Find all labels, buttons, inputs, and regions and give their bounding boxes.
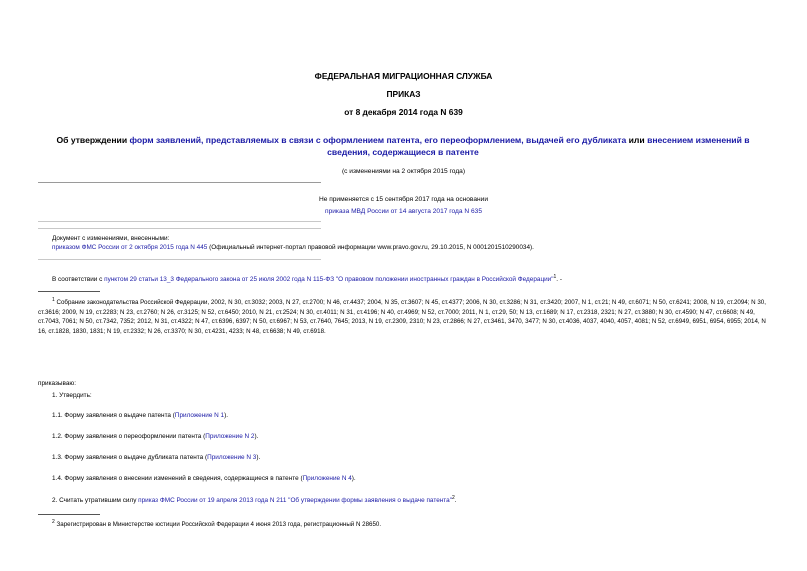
divider: [38, 182, 321, 183]
title-link-forms[interactable]: форм заявлений, представляемых в связи с оформлением патента, его переоформлением, выдачей его дубликата: [129, 135, 627, 145]
preamble: [52, 273, 562, 284]
footnote-rule: [38, 291, 100, 292]
title-text-2: или: [626, 135, 648, 145]
order-item-1-1: [52, 411, 228, 420]
item-2-text: 2. Считать утратившим силу: [52, 497, 139, 505]
divider: [38, 259, 321, 260]
status-link-wrap: [0, 208, 807, 215]
appendix-1-link[interactable]: Приложение N 1: [174, 412, 225, 419]
preamble-text-1: В соответствии с: [52, 276, 105, 284]
item-1-4-text: 1.4. Форму заявления о внесении изменений в сведения, содержащиеся в патенте (: [52, 475, 303, 482]
footnote-marker-1: 1: [52, 297, 55, 303]
status-line: Не применяется с 15 сентября 2017 года на основании: [318, 196, 489, 203]
preamble-text-2: . -: [556, 276, 562, 284]
footnote-1-text: Собрание законодательства Российской Федерации, 2002, N 30, ст.3032; 2003, N 27, ст.2700; N 46, ст.4437; 2004, N 35, ст.3607; N 45, ст.4377; 2006, N 30, ст.3286; N 31, ст.3420; 2007, N 1, ст.21; N 49, ст.6071; N 50, ст.6241; 2008, N 19, ст.2094; N 30, ст.3616; 2009, N 19, ст.2283; N 23, ст.2760; N 26, ст.3125; N 52, ст.6450; 2010, N 21, ст.2524; N 30, ст.4011; N 31, ст.4196; N 40, ст.4969; N 52, ст.7000; 2011, N 1, ст.29, 50; N 13, ст.1689; N 17, ст.2318, 2321; N 27, ст.3880; N 30, ст.4590; N 47, ст.6608; N 49, ст.7043, 7061; N 50, ст.7342, 7352; 2012, N 31, ст.4322; N 47, ст.6396, 6397; N 50, ст.6967; N 53, ст.7640, 7645; 2013, N 19, ст.2309, 2310; N 23, ст.2866; N 27, ст.3461, 3470, 3477; N 30, ст.4036, 4037, 4040, 4057, 4081; N 52, ст.6949, 6951, 6954, 6955; 2014, N 16, ст.1828, 1830, 1831; N 19, ст.2332; N 26, ст.3370; N 30, ст.4231, 4233; N 48, ст.6638; N 49, ст.6918.: [38, 299, 766, 335]
footnote-2: [38, 518, 773, 530]
order-intro: приказываю:: [38, 380, 76, 387]
amendments-line: [52, 243, 534, 252]
footnote-rule: [38, 514, 100, 515]
order-item-1-2: [52, 432, 258, 441]
doc-title: [38, 134, 768, 158]
order-item-2: [52, 494, 457, 505]
footnote-ref-1: 1: [553, 274, 557, 280]
amendment-link[interactable]: приказом ФМС России от 2 октября 2015 года N 445: [52, 244, 208, 251]
order-item-1-3: [52, 453, 260, 462]
divider: [38, 221, 321, 222]
preamble-law-link[interactable]: пунктом 29 статьи 13_3 Федерального закона от 25 июля 2002 года N 115-ФЗ "О правовом положении иностранных граждан в Российской Федерации": [104, 276, 554, 284]
appendix-4-link[interactable]: Приложение N 4: [302, 475, 352, 482]
footnote-1: [38, 296, 773, 336]
footnote-marker-2: 2: [52, 519, 55, 525]
item-2-end: .: [454, 497, 457, 505]
order-item-1: 1. Утвердить:: [52, 392, 92, 399]
appendix-3-link[interactable]: Приложение N 3: [207, 454, 257, 461]
doc-type: ПРИКАЗ: [386, 89, 421, 99]
title-text-1: Об утверждении: [56, 135, 130, 145]
amendments-heading: Документ с изменениями, внесенными:: [52, 235, 170, 242]
org-name: ФЕДЕРАЛЬНАЯ МИГРАЦИОННАЯ СЛУЖБА: [314, 71, 493, 81]
item-1-2-close: ).: [254, 433, 259, 440]
item-1-1-close: ).: [224, 412, 229, 419]
footnote-2-text: Зарегистрирован в Министерстве юстиции Российской Федерации 4 июня 2013 года, регистрационный N 28650.: [56, 521, 382, 529]
divider: [38, 228, 321, 229]
item-1-2-text: 1.2. Форму заявления о переоформлении патента (: [52, 433, 206, 440]
doc-date-number: от 8 декабря 2014 года N 639: [344, 107, 463, 117]
footnote-ref-2: 2: [451, 495, 455, 501]
item-1-3-close: ).: [256, 454, 261, 461]
item-1-1-text: 1.1. Форму заявления о выдаче патента (: [52, 412, 175, 419]
item-1-3-text: 1.3. Форму заявления о выдаче дубликата патента (: [52, 454, 208, 461]
order-item-1-4: [52, 474, 356, 483]
amendment-source: (Официальный интернет-портал правовой информации www.pravo.gov.ru, 29.10.2015, N 0001201510290034).: [207, 244, 534, 251]
status-link[interactable]: приказа МВД России от 14 августа 2017 года N 635: [325, 208, 482, 215]
repealed-order-link[interactable]: приказ ФМС России от 19 апреля 2013 года N 211 "Об утверждении формы заявления о выдаче патента": [138, 497, 452, 505]
revision-note: (с изменениями на 2 октября 2015 года): [341, 168, 466, 175]
appendix-2-link[interactable]: Приложение N 2: [205, 433, 255, 440]
item-1-4-close: ).: [351, 475, 356, 482]
title-link-changes[interactable]: внесением изменений в сведения, содержащиеся в патенте: [327, 135, 750, 157]
